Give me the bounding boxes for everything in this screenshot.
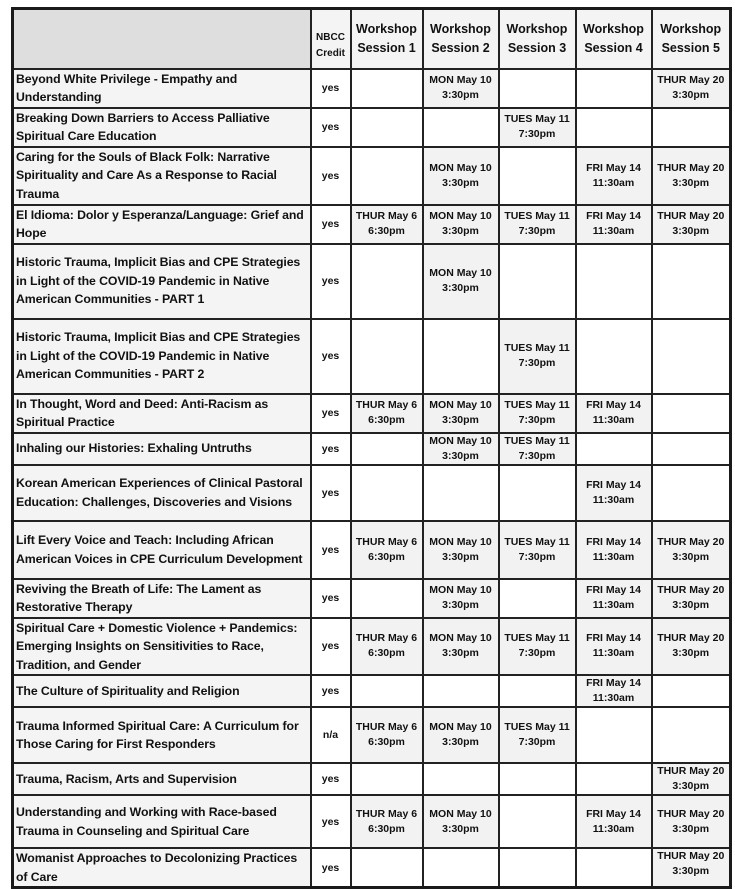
session-1-empty: [351, 108, 423, 147]
table-row: [13, 675, 731, 707]
session-5-empty: [652, 108, 731, 147]
session-day: THUR May 6: [355, 210, 418, 222]
session-1-empty: [351, 763, 423, 795]
session-time: 11:30am: [592, 493, 635, 506]
session-2-slot: [423, 521, 499, 579]
session-time: 3:30pm: [672, 550, 710, 563]
session-time: 11:30am: [592, 176, 635, 189]
workshop-title: Reviving the Breath of Life: The Lament as Restorative Therapy: [13, 579, 311, 618]
session-1-empty: [351, 433, 423, 465]
workshop-title: Trauma Informed Spiritual Care: A Curriculum for Those Caring for First Responders: [13, 707, 311, 763]
session-day: FRI May 14: [586, 210, 641, 222]
session-5-slot: [652, 147, 731, 205]
session-5-slot: [652, 763, 731, 795]
session-day: MON May 10: [429, 584, 492, 596]
table-row: [13, 465, 731, 521]
session-4-empty: [576, 69, 652, 108]
session-1-empty: [351, 244, 423, 319]
session-3-empty: [499, 675, 576, 707]
header-credit-line2: Credit: [316, 47, 345, 59]
header-session-label: Workshop: [430, 21, 491, 36]
session-3-empty: [499, 763, 576, 795]
session-time: 7:30pm: [518, 414, 556, 426]
header-session-label: Workshop: [660, 21, 722, 36]
header-session-label: Workshop: [583, 21, 644, 36]
session-5-empty: [652, 433, 731, 465]
session-time: 3:30pm: [442, 282, 479, 294]
workshop-title: In Thought, Word and Deed: Anti-Racism as Spiritual Practice: [13, 394, 311, 433]
session-4-slot: [576, 521, 652, 579]
session-2-slot: [423, 618, 499, 676]
session-5-empty: [652, 675, 731, 707]
workshop-title: Trauma, Racism, Arts and Supervision: [13, 763, 311, 795]
session-3-slot: [499, 707, 576, 763]
session-day: MON May 10: [429, 399, 492, 411]
session-time: 11:30am: [592, 692, 635, 704]
session-day: TUES May 11: [504, 342, 570, 354]
workshop-title: Understanding and Working with Race-based Trauma in Counseling and Spiritual Care: [13, 795, 311, 848]
session-time: 3:30pm: [442, 89, 479, 101]
session-time: 3:30pm: [442, 736, 479, 748]
session-time: 3:30pm: [672, 599, 710, 611]
session-time: 3:30pm: [672, 865, 710, 877]
session-1-slot: [351, 205, 423, 244]
session-2-empty: [423, 763, 499, 795]
session-1-empty: [351, 848, 423, 888]
session-day: FRI May 14: [586, 632, 641, 645]
session-1-empty: [351, 579, 423, 618]
session-2-empty: [423, 319, 499, 394]
session-day: FRI May 14: [586, 677, 641, 689]
header-session-number: Session 3: [507, 40, 567, 55]
session-1-slot: [351, 618, 423, 676]
session-time: 3:30pm: [672, 89, 710, 101]
table-row: [13, 618, 731, 676]
session-day: FRI May 14: [586, 535, 641, 548]
session-time: 3:30pm: [672, 822, 710, 835]
nbcc-credit-value: yes: [311, 521, 351, 579]
session-time: 11:30am: [592, 414, 635, 426]
header-session-number: Session 5: [661, 40, 720, 55]
session-3-empty: [499, 244, 576, 319]
table-row: [13, 848, 731, 888]
session-2-empty: [423, 465, 499, 521]
session-2-slot: [423, 433, 499, 465]
session-5-empty: [652, 244, 731, 319]
session-3-slot: [499, 433, 576, 465]
session-day: THUR May 20: [657, 807, 725, 820]
session-day: THUR May 6: [355, 399, 418, 411]
session-3-empty: [499, 465, 576, 521]
nbcc-credit-value: yes: [311, 319, 351, 394]
session-4-empty: [576, 319, 652, 394]
session-4-empty: [576, 848, 652, 888]
session-4-empty: [576, 763, 652, 795]
session-4-slot: [576, 579, 652, 618]
session-2-slot: [423, 707, 499, 763]
header-session-label: Workshop: [506, 21, 568, 36]
session-time: 3:30pm: [672, 647, 710, 660]
table-row: [13, 147, 731, 205]
session-2-slot: [423, 69, 499, 108]
session-time: 6:30pm: [368, 550, 405, 563]
session-day: MON May 10: [429, 74, 492, 86]
session-4-slot: [576, 795, 652, 848]
workshop-title: Korean American Experiences of Clinical Pastoral Education: Challenges, Discoveries and Visions: [13, 465, 311, 521]
table-row: [13, 319, 731, 394]
table-row: [13, 521, 731, 579]
header-session-1: [351, 9, 423, 69]
workshop-title: The Culture of Spirituality and Religion: [13, 675, 311, 707]
session-3-slot: [499, 108, 576, 147]
session-time: 11:30am: [592, 647, 635, 660]
table-row: [13, 433, 731, 465]
session-day: THUR May 20: [657, 161, 725, 174]
session-4-slot: [576, 675, 652, 707]
session-day: TUES May 11: [504, 113, 570, 125]
session-2-slot: [423, 205, 499, 244]
session-day: THUR May 20: [657, 632, 725, 645]
header-corner-cell: [13, 9, 311, 69]
session-2-slot: [423, 147, 499, 205]
session-day: MON May 10: [429, 807, 492, 820]
session-day: MON May 10: [429, 721, 492, 733]
session-day: MON May 10: [429, 434, 492, 447]
session-5-empty: [652, 394, 731, 433]
session-2-slot: [423, 244, 499, 319]
session-time: 3:30pm: [442, 225, 479, 237]
nbcc-credit-value: yes: [311, 675, 351, 707]
session-1-empty: [351, 147, 423, 205]
session-1-empty: [351, 69, 423, 108]
nbcc-credit-value: yes: [311, 579, 351, 618]
table-row: [13, 394, 731, 433]
header-session-number: Session 2: [431, 40, 490, 55]
nbcc-credit-value: yes: [311, 69, 351, 108]
session-time: 3:30pm: [672, 225, 710, 237]
session-time: 11:30am: [592, 550, 635, 563]
session-day: TUES May 11: [504, 632, 570, 645]
nbcc-credit-value: yes: [311, 147, 351, 205]
session-3-slot: [499, 394, 576, 433]
session-day: FRI May 14: [586, 584, 641, 596]
session-4-slot: [576, 394, 652, 433]
nbcc-credit-value: n/a: [311, 707, 351, 763]
session-time: 6:30pm: [368, 647, 405, 660]
session-4-empty: [576, 433, 652, 465]
header-session-5: [652, 9, 731, 69]
header-credit-line1: NBCC: [316, 31, 345, 43]
session-time: 3:30pm: [442, 599, 479, 611]
workshop-title: El Idioma: Dolor y Esperanza/Language: Grief and Hope: [13, 205, 311, 244]
nbcc-credit-value: yes: [311, 795, 351, 848]
nbcc-credit-value: yes: [311, 618, 351, 676]
workshop-title: Womanist Approaches to Decolonizing Practices of Care: [13, 848, 311, 888]
header-session-4: [576, 9, 652, 69]
session-1-slot: [351, 795, 423, 848]
session-5-slot: [652, 521, 731, 579]
session-1-empty: [351, 319, 423, 394]
session-5-empty: [652, 465, 731, 521]
session-day: THUR May 20: [657, 210, 725, 222]
session-day: MON May 10: [429, 535, 492, 548]
session-day: TUES May 11: [504, 399, 570, 411]
session-time: 11:30am: [592, 225, 635, 237]
table-row: [13, 579, 731, 618]
nbcc-credit-value: yes: [311, 763, 351, 795]
session-day: THUR May 20: [657, 535, 725, 548]
workshop-title: Spiritual Care + Domestic Violence + Pandemics: Emerging Insights on Sensitivities to Race, Tradition, and Gender: [13, 618, 311, 676]
session-day: MON May 10: [429, 267, 492, 279]
session-time: 7:30pm: [518, 550, 556, 563]
session-4-slot: [576, 618, 652, 676]
table-row: [13, 795, 731, 848]
workshop-title: Historic Trauma, Implicit Bias and CPE Strategies in Light of the COVID-19 Pandemic in Native American Communities - PART 1: [13, 244, 311, 319]
session-3-empty: [499, 795, 576, 848]
workshop-title: Inhaling our Histories: Exhaling Untruths: [13, 433, 311, 465]
session-time: 3:30pm: [672, 780, 710, 792]
session-5-empty: [652, 707, 731, 763]
workshop-title: Caring for the Souls of Black Folk: Narrative Spirituality and Care As a Response to Racial Trauma: [13, 147, 311, 205]
session-5-slot: [652, 205, 731, 244]
session-4-slot: [576, 147, 652, 205]
session-3-slot: [499, 319, 576, 394]
nbcc-credit-value: yes: [311, 465, 351, 521]
session-day: MON May 10: [429, 632, 492, 645]
session-1-slot: [351, 521, 423, 579]
session-time: 7:30pm: [518, 736, 556, 748]
session-5-slot: [652, 69, 731, 108]
nbcc-credit-value: yes: [311, 108, 351, 147]
session-day: FRI May 14: [586, 399, 641, 411]
session-4-empty: [576, 244, 652, 319]
session-3-slot: [499, 205, 576, 244]
session-4-slot: [576, 205, 652, 244]
session-day: THUR May 6: [355, 535, 418, 548]
session-time: 3:30pm: [672, 176, 710, 189]
header-session-number: Session 1: [357, 40, 416, 55]
session-day: THUR May 6: [355, 721, 418, 733]
session-time: 6:30pm: [368, 822, 405, 835]
session-day: THUR May 6: [355, 807, 418, 820]
session-1-slot: [351, 394, 423, 433]
table-row: [13, 69, 731, 108]
session-day: FRI May 14: [586, 161, 641, 174]
session-time: 3:30pm: [442, 822, 479, 835]
session-5-slot: [652, 618, 731, 676]
session-time: 6:30pm: [368, 225, 405, 237]
session-time: 7:30pm: [518, 225, 556, 237]
header-session-label: Workshop: [356, 21, 417, 36]
table-row: [13, 205, 731, 244]
session-day: FRI May 14: [586, 807, 641, 820]
workshop-title: Lift Every Voice and Teach: Including African American Voices in CPE Curriculum Development: [13, 521, 311, 579]
session-time: 3:30pm: [442, 647, 479, 660]
session-time: 3:30pm: [442, 449, 479, 462]
session-time: 3:30pm: [442, 176, 479, 189]
table-row: [13, 244, 731, 319]
table-row: [13, 763, 731, 795]
session-5-slot: [652, 795, 731, 848]
session-5-slot: [652, 848, 731, 888]
nbcc-credit-value: yes: [311, 848, 351, 888]
table-row: [13, 108, 731, 147]
session-time: 6:30pm: [368, 414, 405, 426]
nbcc-credit-value: yes: [311, 433, 351, 465]
session-time: 3:30pm: [442, 414, 479, 426]
session-day: TUES May 11: [504, 434, 570, 447]
session-day: TUES May 11: [504, 535, 570, 548]
session-1-empty: [351, 675, 423, 707]
session-2-slot: [423, 579, 499, 618]
session-day: TUES May 11: [504, 721, 570, 733]
session-day: THUR May 20: [657, 74, 725, 86]
session-day: TUES May 11: [504, 210, 570, 222]
session-2-empty: [423, 675, 499, 707]
session-1-slot: [351, 707, 423, 763]
session-time: 7:30pm: [518, 449, 556, 462]
session-time: 11:30am: [592, 822, 635, 835]
session-day: MON May 10: [429, 210, 492, 222]
session-time: 7:30pm: [518, 647, 556, 660]
nbcc-credit-value: yes: [311, 244, 351, 319]
session-2-slot: [423, 795, 499, 848]
session-3-slot: [499, 521, 576, 579]
session-time: 7:30pm: [518, 128, 556, 140]
session-day: FRI May 14: [586, 478, 641, 491]
workshop-title: Breaking Down Barriers to Access Palliative Spiritual Care Education: [13, 108, 311, 147]
session-day: THUR May 6: [355, 632, 418, 645]
session-3-slot: [499, 618, 576, 676]
session-2-empty: [423, 848, 499, 888]
session-time: 6:30pm: [368, 736, 405, 748]
session-day: THUR May 20: [657, 584, 725, 596]
session-3-empty: [499, 579, 576, 618]
session-5-slot: [652, 579, 731, 618]
session-time: 7:30pm: [518, 357, 556, 369]
table-row: [13, 707, 731, 763]
session-day: MON May 10: [429, 161, 492, 174]
session-4-slot: [576, 465, 652, 521]
header-session-2: [423, 9, 499, 69]
session-3-empty: [499, 69, 576, 108]
session-day: THUR May 20: [657, 850, 725, 862]
nbcc-credit-value: yes: [311, 205, 351, 244]
session-3-empty: [499, 848, 576, 888]
header-row: [13, 9, 731, 69]
session-2-slot: [423, 394, 499, 433]
workshop-title: Beyond White Privilege - Empathy and Understanding: [13, 69, 311, 108]
session-2-empty: [423, 108, 499, 147]
session-4-empty: [576, 108, 652, 147]
workshop-schedule-table: [11, 7, 732, 889]
session-4-empty: [576, 707, 652, 763]
nbcc-credit-value: yes: [311, 394, 351, 433]
workshop-title: Historic Trauma, Implicit Bias and CPE Strategies in Light of the COVID-19 Pandemic in Native American Communities - PART 2: [13, 319, 311, 394]
session-5-empty: [652, 319, 731, 394]
session-time: 3:30pm: [442, 550, 479, 563]
session-day: THUR May 20: [657, 765, 725, 777]
session-1-empty: [351, 465, 423, 521]
header-nbcc-credit: [311, 9, 351, 69]
header-session-3: [499, 9, 576, 69]
session-time: 11:30am: [592, 599, 635, 611]
session-3-empty: [499, 147, 576, 205]
header-session-number: Session 4: [584, 40, 643, 55]
